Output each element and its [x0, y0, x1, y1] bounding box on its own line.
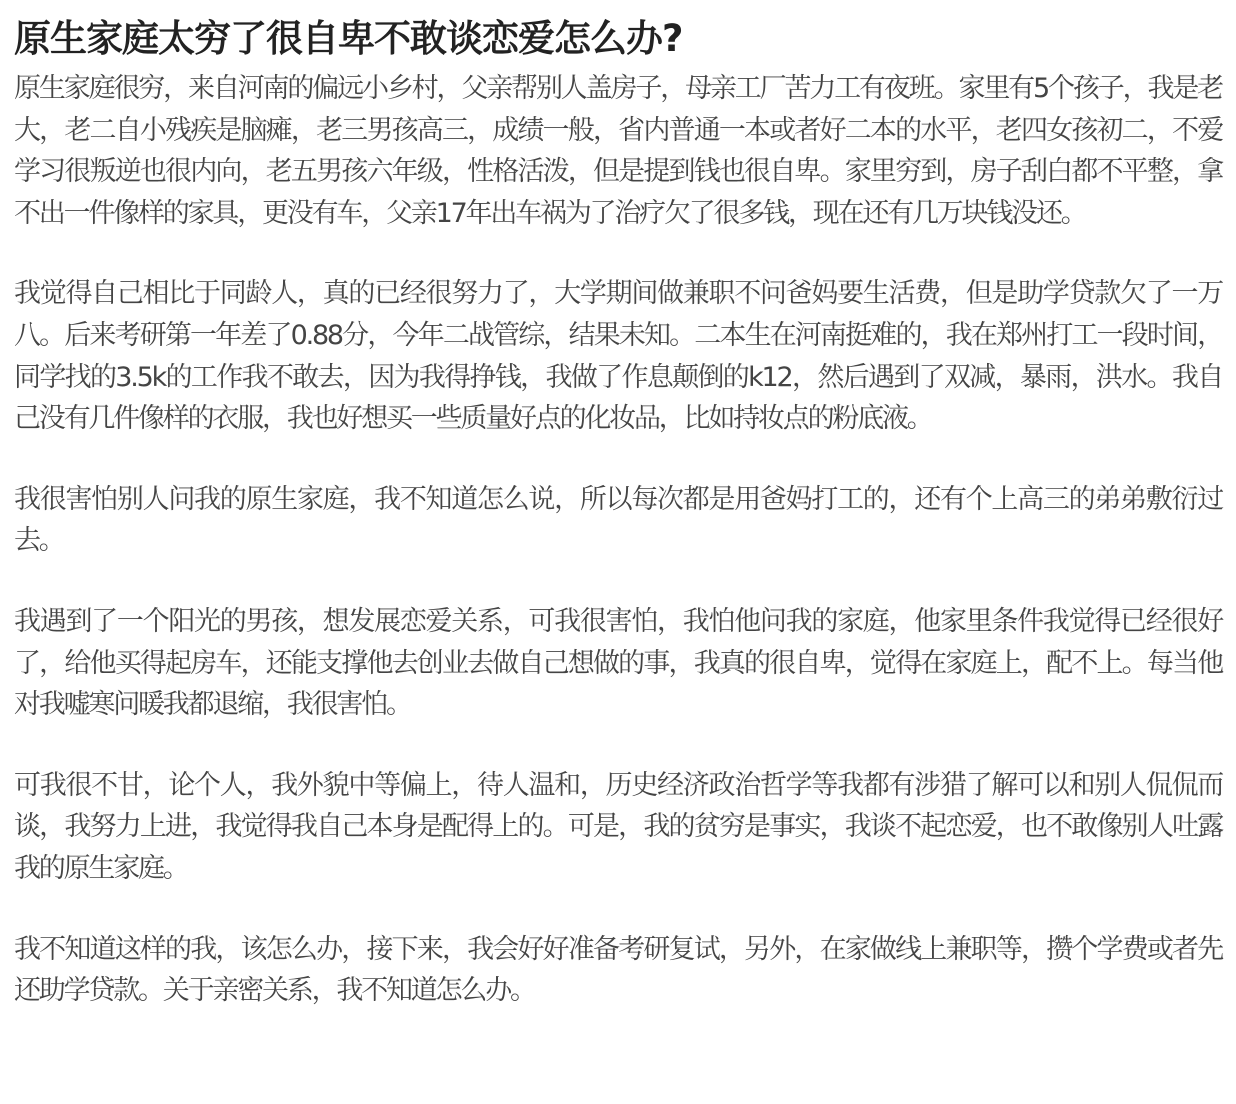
article-paragraph-5: 可我很不甘，论个人，我外貌中等偏上，待人温和，历史经济政治哲学等我都有涉猎了解可以和别人侃侃而谈，我努力上进，我觉得我自己本身是配得上的。可是，我的贫穷是事实，我谈不起恋爱，也不敢像别人吐露我的原生家庭。: [14, 769, 1222, 884]
article-paragraph-6: 我不知道这样的我，该怎么办，接下来，我会好好准备考研复试，另外，在家做线上兼职等，攒个学费或者先还助学贷款。关于亲密关系，我不知道怎么办。: [14, 933, 1222, 1007]
article-paragraph-2: 我觉得自己相比于同龄人，真的已经很努力了，大学期间做兼职不问爸妈要生活费，但是助学贷款欠了一万八。后来考研第一年差了0.88分，今年二战管综，结果未知。二本生在河南挺难的，我在郑州打工一段时间，同学找的3.5k的工作我不敢去，因为我得挣钱，我做了作息颠倒的k12，然后遇到了双减，暴雨，洪水。我自己没有几件像样的衣服，我也好想买一些质量好点的化妆品，比如持妆点的粉底液。: [14, 278, 1222, 435]
article-paragraph-4: 我遇到了一个阳光的男孩，想发展恋爱关系，可我很害怕，我怕他问我的家庭，他家里条件我觉得已经很好了，给他买得起房车，还能支撑他去创业去做自己想做的事，我真的很自卑，觉得在家庭上，配不上。每当他对我嘘寒问暖我都退缩，我很害怕。: [14, 605, 1222, 721]
article-paragraph-3: 我很害怕别人问我的原生家庭，我不知道怎么说，所以每次都是用爸妈打工的，还有个上高三的弟弟敷衍过去。: [14, 483, 1222, 557]
article-title: 原生家庭太穷了很自卑不敢谈恋爱怎么办?: [14, 17, 683, 60]
article-paragraph-1: 原生家庭很穷，来自河南的偏远小乡村，父亲帮别人盖房子，母亲工厂苦力工有夜班。家里有5个孩子，我是老大，老二自小残疾是脑瘫，老三男孩高三，成绩一般，省内普通一本或者好二本的水平，老四女孩初二，不爱学习很叛逆也很内向，老五男孩六年级，性格活泼，但是提到钱也很自卑。家里穷到，房子刮白都不平整，拿不出一件像样的家具，更没有车，父亲17年出车祸为了治疗欠了很多钱，现在还有几万块钱没还。: [14, 73, 1222, 229]
